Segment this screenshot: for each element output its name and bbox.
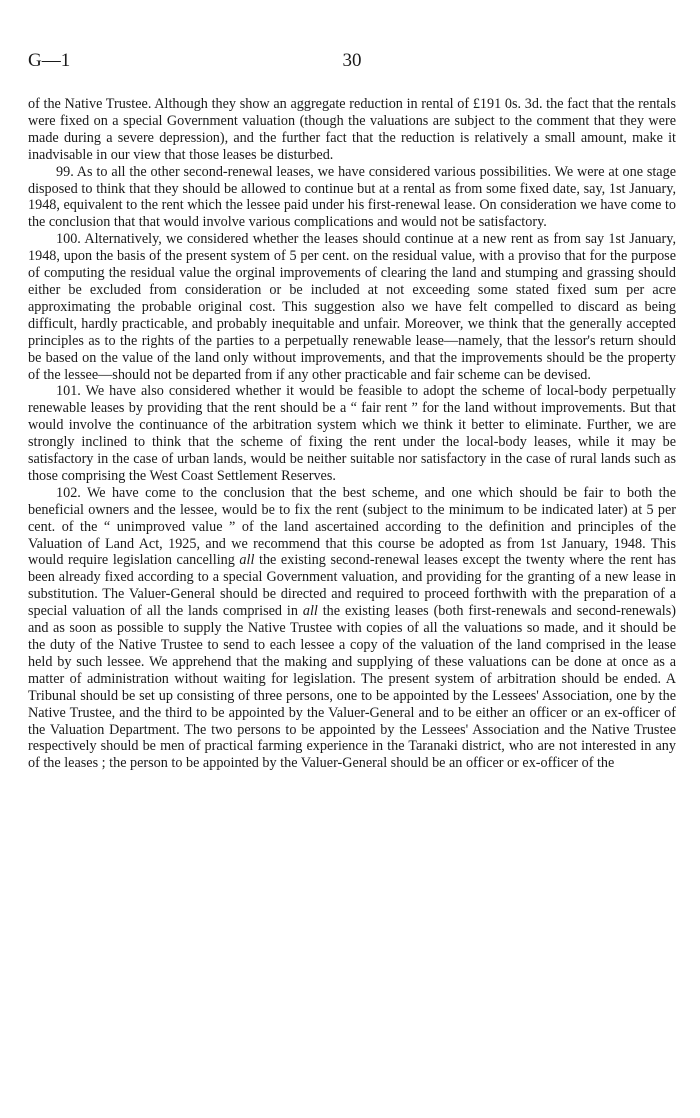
paragraph-102-part-3: the existing leases (both first-renewals and second-renewals) and as soon as possible to supply the Native Trustee with copies of all the valuations so made, and it should be the duty of the Native Trustee to send to each lessee a copy of the valuation of the land comprised in the lease held by such lessee. We apprehend that the making and supplying of these valuations can be done at once as a matter of administration without waiting for legislation. The present system of arbitration should be ended. A Tribunal should be set up consisting of three persons, one to be appointed by the Lessees' Association, one by the Native Trustee, and the third to be appointed by the Valuer-General and to be either an officer or an ex-officer of the Valuation Department. The two persons to be appointed by the Lessees' Association and the Native Trustee respectively should be men of practical farming experience in the Taranaki district, who are not interested in any of the leases ; the person to be appointed by the Valuer-General should be an officer or ex-officer of the xyxy=(28,603,676,772)
paragraph-continued: of the Native Trustee. Although they show an aggregate reduction in rental of £191 0s. 3d. the fact that the rentals were fixed on a special Government valuation (though the valuations are subject to the comment that they were made during a severe depression), and the further fact that the reduction is relatively a small amount, make it inadvisable in our view that those leases be disturbed. xyxy=(28,96,676,163)
series-label: G—1 xyxy=(28,50,71,71)
emphasis-all-1: all xyxy=(239,552,255,569)
paragraph-102-part-1: 102. We have come to the conclusion that the best scheme, and one which should be fair to both the beneficial owners and the lessee, would be to fix the rent (subject to the minimum to be indicated later) at 5 per cent. of the “ unimproved value ” of the land ascertained according to the definition and principles of the Valuation of Land Act, 1925, and we recommend that this course be adopted as from 1st January, 1948. This would require legislation cancelling xyxy=(28,484,676,569)
paragraph-102-part-2: the existing second-renewal leases except the twenty where the rent has been already fixed according to a special Government valuation, and providing for the granting of a new lease in substitution. The Valuer-General should be directed and required to proceed forthwith with the preparation of a special valuation of all the lands comprised in xyxy=(28,552,677,620)
body-text xyxy=(28,96,676,772)
page-header xyxy=(28,50,676,80)
paragraph-102 xyxy=(28,485,676,772)
paragraph-101: 101. We have also considered whether it would be feasible to adopt the scheme of local-body perpetually renewable leases by providing that the rent should be a “ fair rent ” for the land without improvements. But that would involve the continuance of the arbitration system which we think it better to eliminate. Further, we are strongly inclined to think that the scheme of fixing the rent under the local-body leases, while it may be satisfactory in the case of urban lands, would be neither suitable nor satisfactory in the case of rural lands such as those comprising the West Coast Settlement Reserves. xyxy=(28,383,676,484)
page-number: 30 xyxy=(342,50,362,71)
paragraph-99: 99. As to all the other second-renewal leases, we have considered various possibilities. We were at one stage disposed to think that they should be allowed to continue but at a rental as from some fixed date, say, 1st January, 1948, equivalent to the rent which the lessee paid under his first-renewal lease. On consideration we have come to the conclusion that that would involve various complications and would not be satisfactory. xyxy=(28,163,676,231)
emphasis-all-2: all xyxy=(302,603,318,620)
paragraph-100: 100. Alternatively, we considered whether the leases should continue at a new rent as from say 1st January, 1948, upon the basis of the present system of 5 per cent. on the residual value, with a proviso that for the purpose of computing the residual value the orginal improvements of clearing the land and stumping and grassing should either be excluded from consideration or be included at not exceeding some stated fixed sum per acre approximating the probable original cost. This suggestion also we have felt compelled to discard as being difficult, hardly practicable, and probably inequitable and unfair. Moreover, we think that the generally accepted principles as to the rights of the parties to a perpetually renewable lease—namely, that the lessor's return should be based on the value of the land only without improvements, and that the improvements should be the property of the lessee—should not be departed from if any other practicable and fair scheme can be devised. xyxy=(28,231,676,383)
document-page xyxy=(28,50,676,772)
